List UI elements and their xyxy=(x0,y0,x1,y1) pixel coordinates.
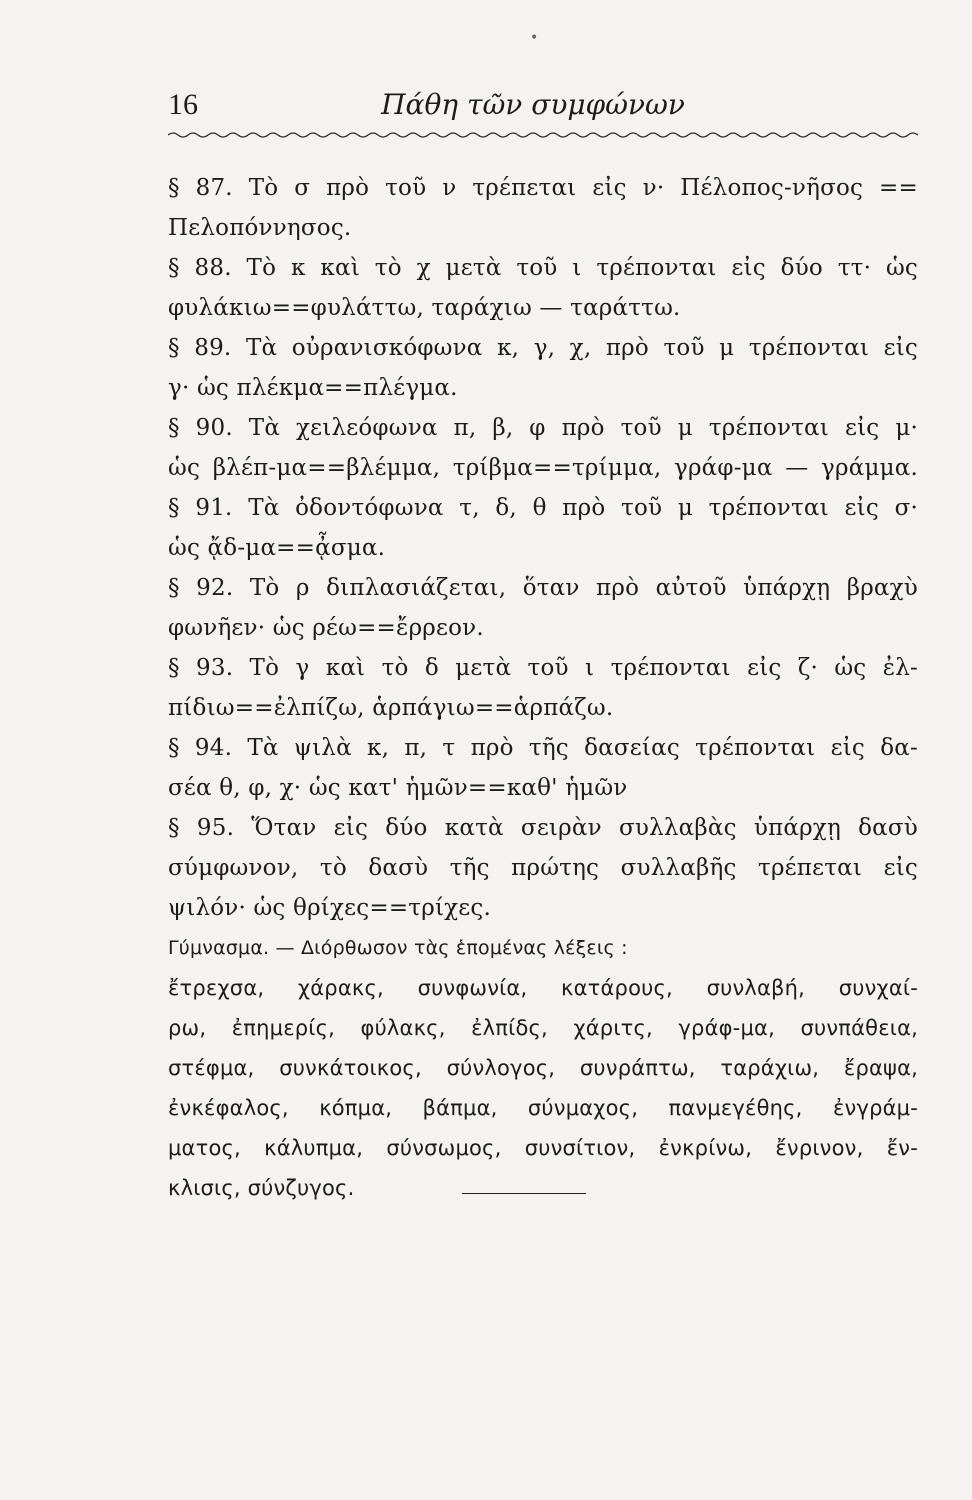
text-line: § 93. Τὸ γ καὶ τὸ δ μετὰ τοῦ ι τρέπονται εἰς ζ· ὡς ἐλ- xyxy=(168,655,918,681)
running-title: Πάθη τῶν συμφώνων xyxy=(381,88,685,121)
text-line: § 89. Τὰ οὐρανισκόφωνα κ, γ, χ, πρὸ τοῦ μ τρέπονται εἰς xyxy=(168,335,918,361)
text-line: § 95. Ὅταν εἰς δύο κατὰ σειρὰν συλλαβὰς ὑπάρχῃ δασὺ xyxy=(168,815,918,841)
text-line: ὡς βλέπ-μα==βλέμμα, τρίβμα==τρίμμα, γράφ-μα — γράμμα. xyxy=(168,455,918,481)
text-line: ψιλόν· ὡς θρίχες==τρίχες. xyxy=(168,895,492,921)
exercise-line: κλισις, σύνζυγος. xyxy=(168,1176,355,1200)
text-line: § 90. Τὰ χειλεόφωνα π, β, φ πρὸ τοῦ μ τρέπονται εἰς μ· xyxy=(168,415,918,441)
header-wavy-rule xyxy=(168,130,918,140)
text-line: § 92. Τὸ ρ διπλασιάζεται, ὅταν πρὸ αὐτοῦ ὑπάρχῃ βραχὺ xyxy=(168,575,918,601)
exercise-heading: Γύμνασμα. — Διόρθωσον τὰς ἑπομένας λέξεις : xyxy=(168,937,628,959)
text-line: ὡς ᾄδ-μα==ᾆσμα. xyxy=(168,535,386,561)
text-line: γ· ὡς πλέκμα==πλέγμα. xyxy=(168,375,458,401)
text-line: Πελοπόννησος. xyxy=(168,215,352,241)
page-number: 16 xyxy=(168,88,198,121)
exercise-line: ρω, ἐπημερίς, φύλακς, ἐλπίδς, χάριτς, γράφ-μα, συνπάθεια, xyxy=(168,1016,918,1040)
text-line: σύμφωνον, τὸ δασὺ τῆς πρώτης συλλαβῆς τρέπεται εἰς xyxy=(168,855,918,881)
text-line: πίδιω==ἐλπίζω, ἁρπάγιω==ἁρπάζω. xyxy=(168,695,614,721)
text-line: § 94. Τὰ ψιλὰ κ, π, τ πρὸ τῆς δασείας τρέπονται εἰς δα- xyxy=(168,735,918,761)
text-line: φωνῆεν· ὡς ρέω==ἔρρεον. xyxy=(168,615,484,641)
text-line: φυλάκιω==φυλάττω, ταράχιω — ταράττω. xyxy=(168,295,681,321)
exercise-line: ματος, κάλυπμα, σύνσωμος, συνσίτιον, ἐνκρίνω, ἔνρινον, ἔν- xyxy=(168,1136,918,1160)
main-text xyxy=(168,168,918,1208)
exercise-line: ἐνκέφαλος, κόπμα, βάπμα, σύνμαχος, πανμεγέθης, ἐνγράμ- xyxy=(168,1096,918,1120)
printing-mark: • xyxy=(530,30,539,46)
text-line: § 91. Τὰ ὀδοντόφωνα τ, δ, θ πρὸ τοῦ μ τρέπονται εἰς σ· xyxy=(168,495,918,521)
exercise-section xyxy=(168,928,918,1208)
exercise-line: ἔτρεχσα, χάρακς, συνφωνία, κατάρους, συνλαβή, συνχαί- xyxy=(168,976,918,1000)
text-line: σέα θ, φ, χ· ὡς κατ' ἡμῶν==καθ' ἡμῶν xyxy=(168,775,628,801)
exercise-line: στέφμα, συνκάτοικος, σύνλογος, συνράπτω, ταράχιω, ἔραψα, xyxy=(168,1056,918,1080)
end-rule xyxy=(462,1193,586,1194)
text-line: § 87. Τὸ σ πρὸ τοῦ ν τρέπεται εἰς ν· Πέλοπος-νῆσος == xyxy=(168,175,918,201)
text-line: § 88. Τὸ κ καὶ τὸ χ μετὰ τοῦ ι τρέπονται εἰς δύο ττ· ὡς xyxy=(168,255,918,281)
page-header xyxy=(168,88,918,128)
